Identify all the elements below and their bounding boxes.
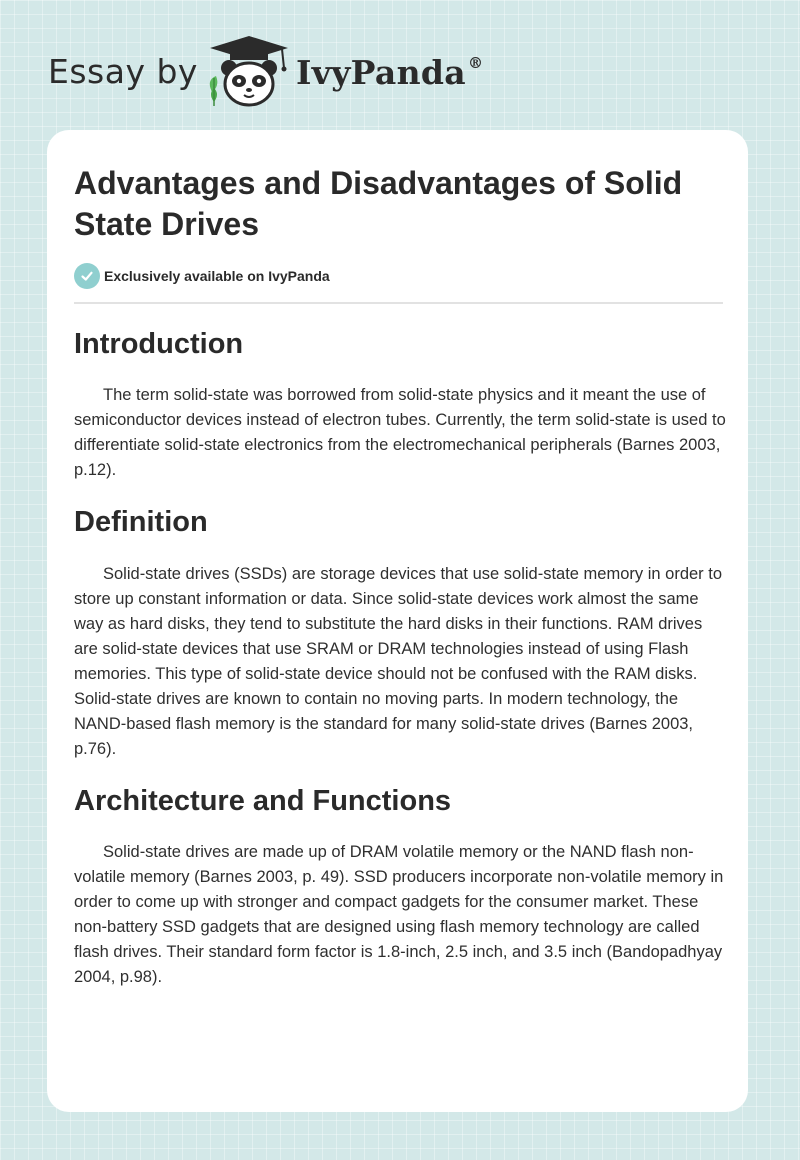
- site-header: [48, 34, 548, 114]
- section-paragraph-definition: Solid-state drives (SSDs) are storage devices that use solid-state memory in order to store up constant information or data. Since solid-state devices work almost the same way as hard disks, they tend to substitute the hard disks in their functions. RAM drives are solid-state devices that use SRAM or DRAM technologies instead of using Flash memories. This type of solid-state device should not be confused with the RAM disks. Solid-state drives are known to contain no moving parts. In modern technology, the NAND-based flash memory is the standard for many solid-state drives (Barnes 2003, p.76).: [74, 565, 723, 758]
- check-icon: [74, 263, 100, 289]
- essay-content: [74, 326, 726, 990]
- divider: [74, 302, 723, 304]
- section-paragraph-architecture: Solid-state drives are made up of DRAM volatile memory or the NAND flash non-volatile memory (Barnes 2003, p. 49). SSD producers incorporate non-volatile memory in order to come up with stronger and compact gadgets for the consumer market. These non-battery SSD gadgets that are designed using flash memory technology are called flash drives. Their standard form factor is 1.8-inch, 2.5 inch, and 3.5 inch (Bandopadhyay 2004, p.98).: [74, 843, 724, 986]
- brand-text: IvyPanda: [296, 53, 466, 92]
- section-paragraph-introduction: The term solid-state was borrowed from solid-state physics and it meant the use of semiconductor devices instead of electron tubes. Currently, the term solid-state is used to differentiate solid-state electronics from the electromechanical peripherals (Barnes 2003, p.12).: [74, 386, 726, 479]
- badge-label: Exclusively available on IvyPanda: [104, 268, 330, 284]
- page-title: Advantages and Disadvantages of Solid State Drives: [74, 165, 683, 242]
- panda-logo-icon[interactable]: [204, 34, 294, 110]
- essay-card: [47, 130, 748, 1112]
- section-heading-definition: Definition: [74, 506, 208, 538]
- section-heading-architecture: Architecture and Functions: [74, 785, 452, 817]
- brand-name[interactable]: [296, 53, 483, 92]
- registered-mark: ®: [467, 54, 484, 72]
- section-heading-introduction: Introduction: [74, 328, 244, 360]
- essay-by-label: Essay by: [48, 52, 198, 91]
- exclusive-badge: [74, 263, 330, 289]
